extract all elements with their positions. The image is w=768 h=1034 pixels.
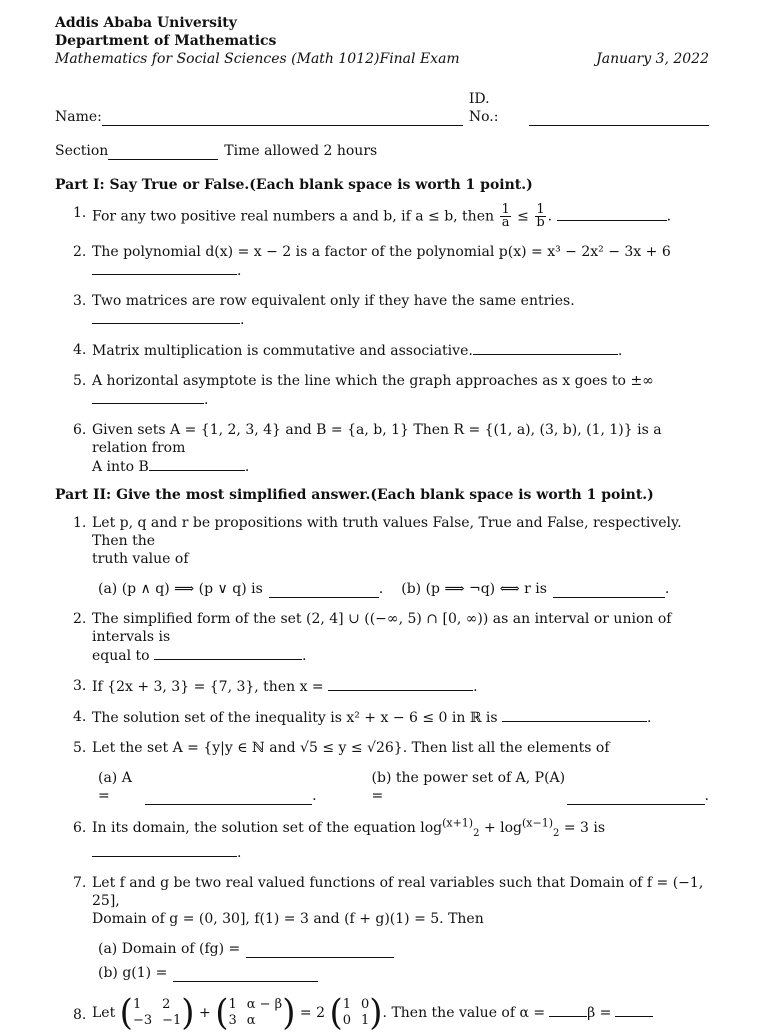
university-name: Addis Ababa University: [55, 15, 237, 31]
answer-blank[interactable]: [92, 390, 204, 404]
matrix-a: ( 1 2 −3 −1 ): [119, 991, 195, 1034]
part2-q5: 5. Let the set A = {y|y ∈ ℕ and √5 ≤ y ≤ √26}. Then list all the elements of (a) A = . (b) the power set of A, P(A) = .: [73, 740, 709, 804]
name-id-row: [55, 90, 709, 126]
answer-blank[interactable]: [92, 261, 237, 275]
question-text: If {2x + 3, 3} = {7, 3}, then x =: [92, 679, 324, 695]
answer-blank[interactable]: [246, 944, 394, 958]
matrix-b: ( 1 α − β 3 α ): [215, 991, 296, 1034]
part1-q6: 6. Given sets A = {1, 2, 3, 4} and B = {a, b, 1} Then R = {(1, a), (3, b), (1, 1)} is a relation from A into B .: [73, 422, 662, 475]
subquestion-a: (a) A =: [98, 770, 132, 804]
question-text: truth value of: [92, 551, 189, 567]
answer-blank[interactable]: [557, 207, 667, 221]
question-text: = 3 is: [563, 820, 606, 836]
exam-date: January 3, 2022: [596, 51, 709, 67]
question-text: Domain of g = (0, 30], f(1) = 3 and (f + g)(1) = 5. Then: [92, 910, 484, 927]
exam-page: [55, 14, 709, 1034]
answer-blank[interactable]: [149, 457, 245, 471]
answer-blank[interactable]: [154, 646, 302, 660]
part2-q8: 8. Let ( 1 2 −3 −1 ) + ( 1 α − β 3 α ) = 2 ( 1 0 0 1 ) . Then the value of α = β =: [55, 996, 709, 1030]
exam-header: [55, 14, 709, 68]
subquestion-b: (b) the power set of A, P(A) =: [371, 770, 566, 804]
answer-blank[interactable]: [145, 791, 313, 805]
part2-q2: 2. The simplified form of the set (2, 4] ∪ ((−∞, 5) ∩ [0, ∞)) as an interval or union of intervals is equal to .: [73, 611, 672, 664]
answer-blank[interactable]: [473, 341, 618, 355]
question-text: Matrix multiplication is commutative and associative.: [92, 343, 473, 359]
question-text: Let: [92, 1004, 116, 1021]
question-text: β =: [587, 1004, 612, 1021]
part1-q5: 5. A horizontal asymptote is the line which the graph approaches as x goes to ±∞.: [73, 373, 654, 408]
question-text: Given sets A = {1, 2, 3, 4} and B = {a, b, 1} Then R = {(1, a), (3, b), (1, 1)} is a relation from: [92, 422, 662, 456]
part2-q4: 4. The solution set of the inequality is x² + x − 6 ≤ 0 in ℝ is .: [73, 709, 652, 726]
part1-q1: 1. For any two positive real numbers a and b, if a ≤ b, then $\frac{1}{a}$ ≤ $\frac{1}{b}$ . .: [73, 202, 672, 230]
part1-title: Part I: Say True or False.(Each blank space is worth 1 point.): [55, 177, 533, 193]
question-text: The simplified form of the set (2, 4] ∪ ((−∞, 5) ∩ [0, ∞)) as an interval or union of intervals is: [92, 611, 672, 645]
question-text: In its domain, the solution set of the equation log: [92, 820, 443, 836]
subquestion-a: (a) Domain of (fg) =: [98, 940, 241, 957]
section-label: Section: [55, 143, 109, 159]
question-text: For any two positive real numbers a and b, if a ≤ b, then: [92, 208, 494, 225]
part2-q1: 1. Let p, q and r be propositions with truth values False, True and False, respectively. Then the truth value of (a) (p ∧ q) ⟹ (p ∨ q) is . (b) (p ⟹ ¬q) ⟺ r is .: [73, 515, 682, 597]
answer-blank[interactable]: [567, 791, 705, 805]
subquestion-b: (b) g(1) =: [98, 964, 168, 981]
id-blank[interactable]: [529, 112, 709, 126]
question-text: equal to: [92, 648, 150, 664]
part2-title: Part II: Give the most simplified answer.(Each blank space is worth 1 point.): [55, 487, 654, 503]
question-text: Then the value of α =: [391, 1004, 546, 1021]
section-blank[interactable]: [108, 146, 218, 160]
question-text: The polynomial d(x) = x − 2 is a factor of the polynomial p(x) = x³ − 2x² − 3x + 6: [92, 244, 671, 260]
question-text: Let p, q and r be propositions with truth values False, True and False, respectively. Then the: [92, 515, 682, 549]
part1-q3: 3. Two matrices are row equivalent only if they have the same entries..: [73, 293, 575, 328]
answer-blank[interactable]: [92, 310, 240, 324]
part2-q7: 7. Let f and g be two real valued functions of real variables such that Domain of f = (−1, 25], Domain of g = (0, 30], f(1) = 3 and (f + g)(1) = 5. Then (a) Domain of (fg) = (b) g(1) =: [73, 874, 704, 981]
question-text: Let f and g be two real valued functions of real variables such that Domain of f = (−1, 25],: [92, 874, 704, 909]
subquestion-b: (b) (p ⟹ ¬q) ⟺ r is: [401, 581, 547, 597]
section-row: [55, 142, 709, 160]
time-allowed: Time allowed 2 hours: [224, 143, 378, 159]
answer-blank[interactable]: [173, 968, 318, 982]
question-text: A into B: [92, 459, 149, 475]
part2-q3: 3. If {2x + 3, 3} = {7, 3}, then x = .: [73, 678, 478, 695]
subquestion-a: (a) (p ∧ q) ⟹ (p ∨ q) is: [98, 581, 263, 597]
course-title: Mathematics for Social Sciences (Math 1012)Final Exam: [55, 51, 460, 67]
question-text: Two matrices are row equivalent only if they have the same entries.: [92, 293, 575, 309]
question-text: + log: [483, 820, 522, 836]
name-blank[interactable]: [102, 112, 463, 126]
name-label: Name:: [55, 109, 102, 125]
answer-blank[interactable]: [92, 843, 237, 857]
part2-q6: 6. In its domain, the solution set of the equation $\log^{(x+1)}_2 + \log^{(x-1)}_2 = 3$ is .: [73, 816, 606, 861]
part1-q2: 2. The polynomial d(x) = x − 2 is a factor of the polynomial p(x) = x³ − 2x² − 3x + 6 .: [73, 244, 671, 279]
department-name: Department of Mathematics: [55, 33, 277, 49]
answer-blank[interactable]: [615, 1003, 653, 1017]
answer-blank[interactable]: [328, 677, 473, 691]
question-text: A horizontal asymptote is the line which the graph approaches as x goes to ±∞: [92, 373, 654, 389]
answer-blank[interactable]: [549, 1003, 587, 1017]
fraction-one-over-a: $\frac{1}{a}$: [501, 202, 510, 230]
id-label: ID. No.:: [468, 91, 499, 125]
part1-q4: 4. Matrix multiplication is commutative and associative. .: [73, 342, 623, 359]
question-text: Let the set A = {y|y ∈ ℕ and √5 ≤ y ≤ √26}. Then list all the elements of: [92, 740, 610, 756]
answer-blank[interactable]: [502, 708, 647, 722]
answer-blank[interactable]: [553, 584, 665, 598]
answer-blank[interactable]: [269, 584, 379, 598]
fraction-one-over-b: $\frac{1}{b}$: [536, 202, 545, 230]
question-text: The solution set of the inequality is x² + x − 6 ≤ 0 in ℝ is: [92, 710, 498, 726]
matrix-identity: ( 1 0 0 1 ): [329, 991, 383, 1034]
